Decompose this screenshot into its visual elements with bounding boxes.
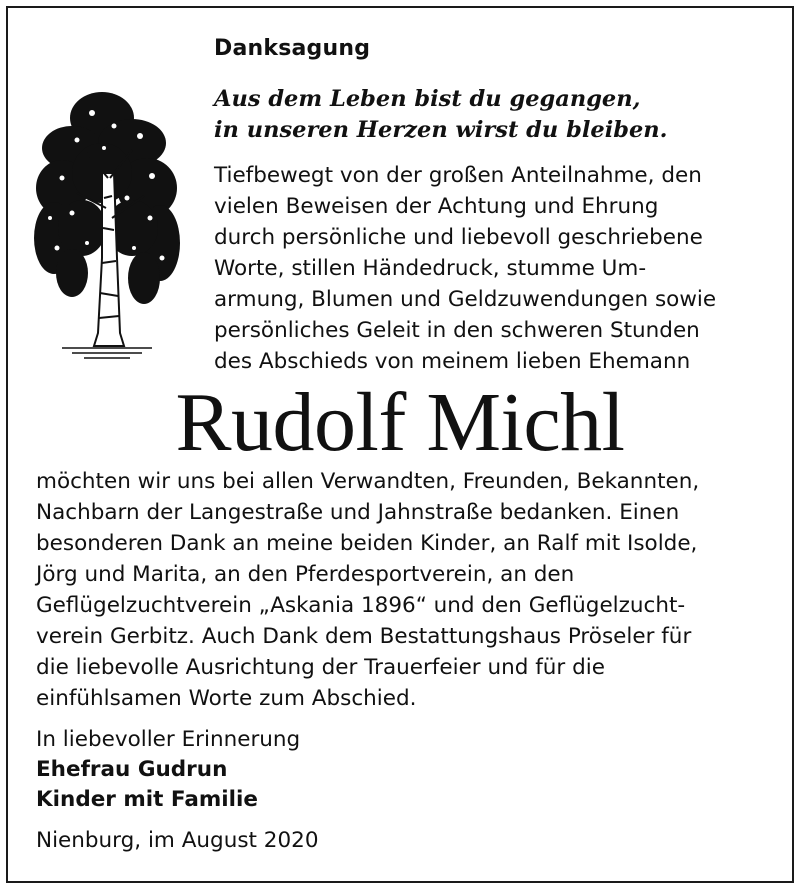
- body-line: möchten wir uns bei allen Verwandten, Freunden, Bekannten,: [36, 469, 700, 494]
- birch-tree-icon: [32, 78, 182, 370]
- verse-line: in unseren Herzen wirst du bleiben.: [214, 117, 668, 143]
- intro-paragraph: [214, 160, 794, 377]
- body-line: einfühlsamen Worte zum Abschied.: [36, 686, 417, 711]
- verse: [214, 84, 667, 146]
- signatory-spouse: Ehefrau Gudrun: [36, 757, 228, 782]
- place-date: Nienburg, im August 2020: [36, 828, 319, 853]
- body-line: Jörg und Marita, an den Pferdesportverein, an den: [36, 562, 575, 587]
- body-line: besonderen Dank an meine beiden Kinder, an Ralf mit Isolde,: [36, 531, 698, 556]
- intro-line: vielen Beweisen der Achtung und Ehrung: [214, 194, 659, 219]
- intro-line: Tiefbewegt von der großen Anteilnahme, den: [214, 163, 702, 188]
- signatory-children: Kinder mit Familie: [36, 787, 258, 812]
- intro-line: durch persönliche und liebevoll geschriebene: [214, 225, 703, 250]
- intro-line: Worte, stillen Händedruck, stumme Um-: [214, 256, 647, 281]
- deceased-name: Rudolf Michl: [175, 376, 625, 469]
- intro-line: des Abschieds von meinem lieben Ehemann: [214, 349, 691, 374]
- body-line: Nachbarn der Langestraße und Jahnstraße bedanken. Einen: [36, 500, 680, 525]
- body-line: verein Gerbitz. Auch Dank dem Bestattungshaus Pröseler für: [36, 624, 692, 649]
- heading: Danksagung: [214, 36, 371, 61]
- intro-line: persönliches Geleit in den schweren Stunden: [214, 318, 700, 343]
- verse-line: Aus dem Leben bist du gegangen,: [214, 86, 641, 112]
- intro-line: armung, Blumen und Geldzuwendungen sowie: [214, 287, 717, 312]
- closing-block: [36, 725, 300, 815]
- closing-line: In liebevoller Erinnerung: [36, 727, 301, 752]
- body-line: Geflügelzuchtverein „Askania 1896“ und den Geflügelzucht-: [36, 593, 686, 618]
- body-line: die liebevolle Ausrichtung der Trauerfeier und für die: [36, 655, 605, 680]
- body-paragraph: [36, 466, 786, 714]
